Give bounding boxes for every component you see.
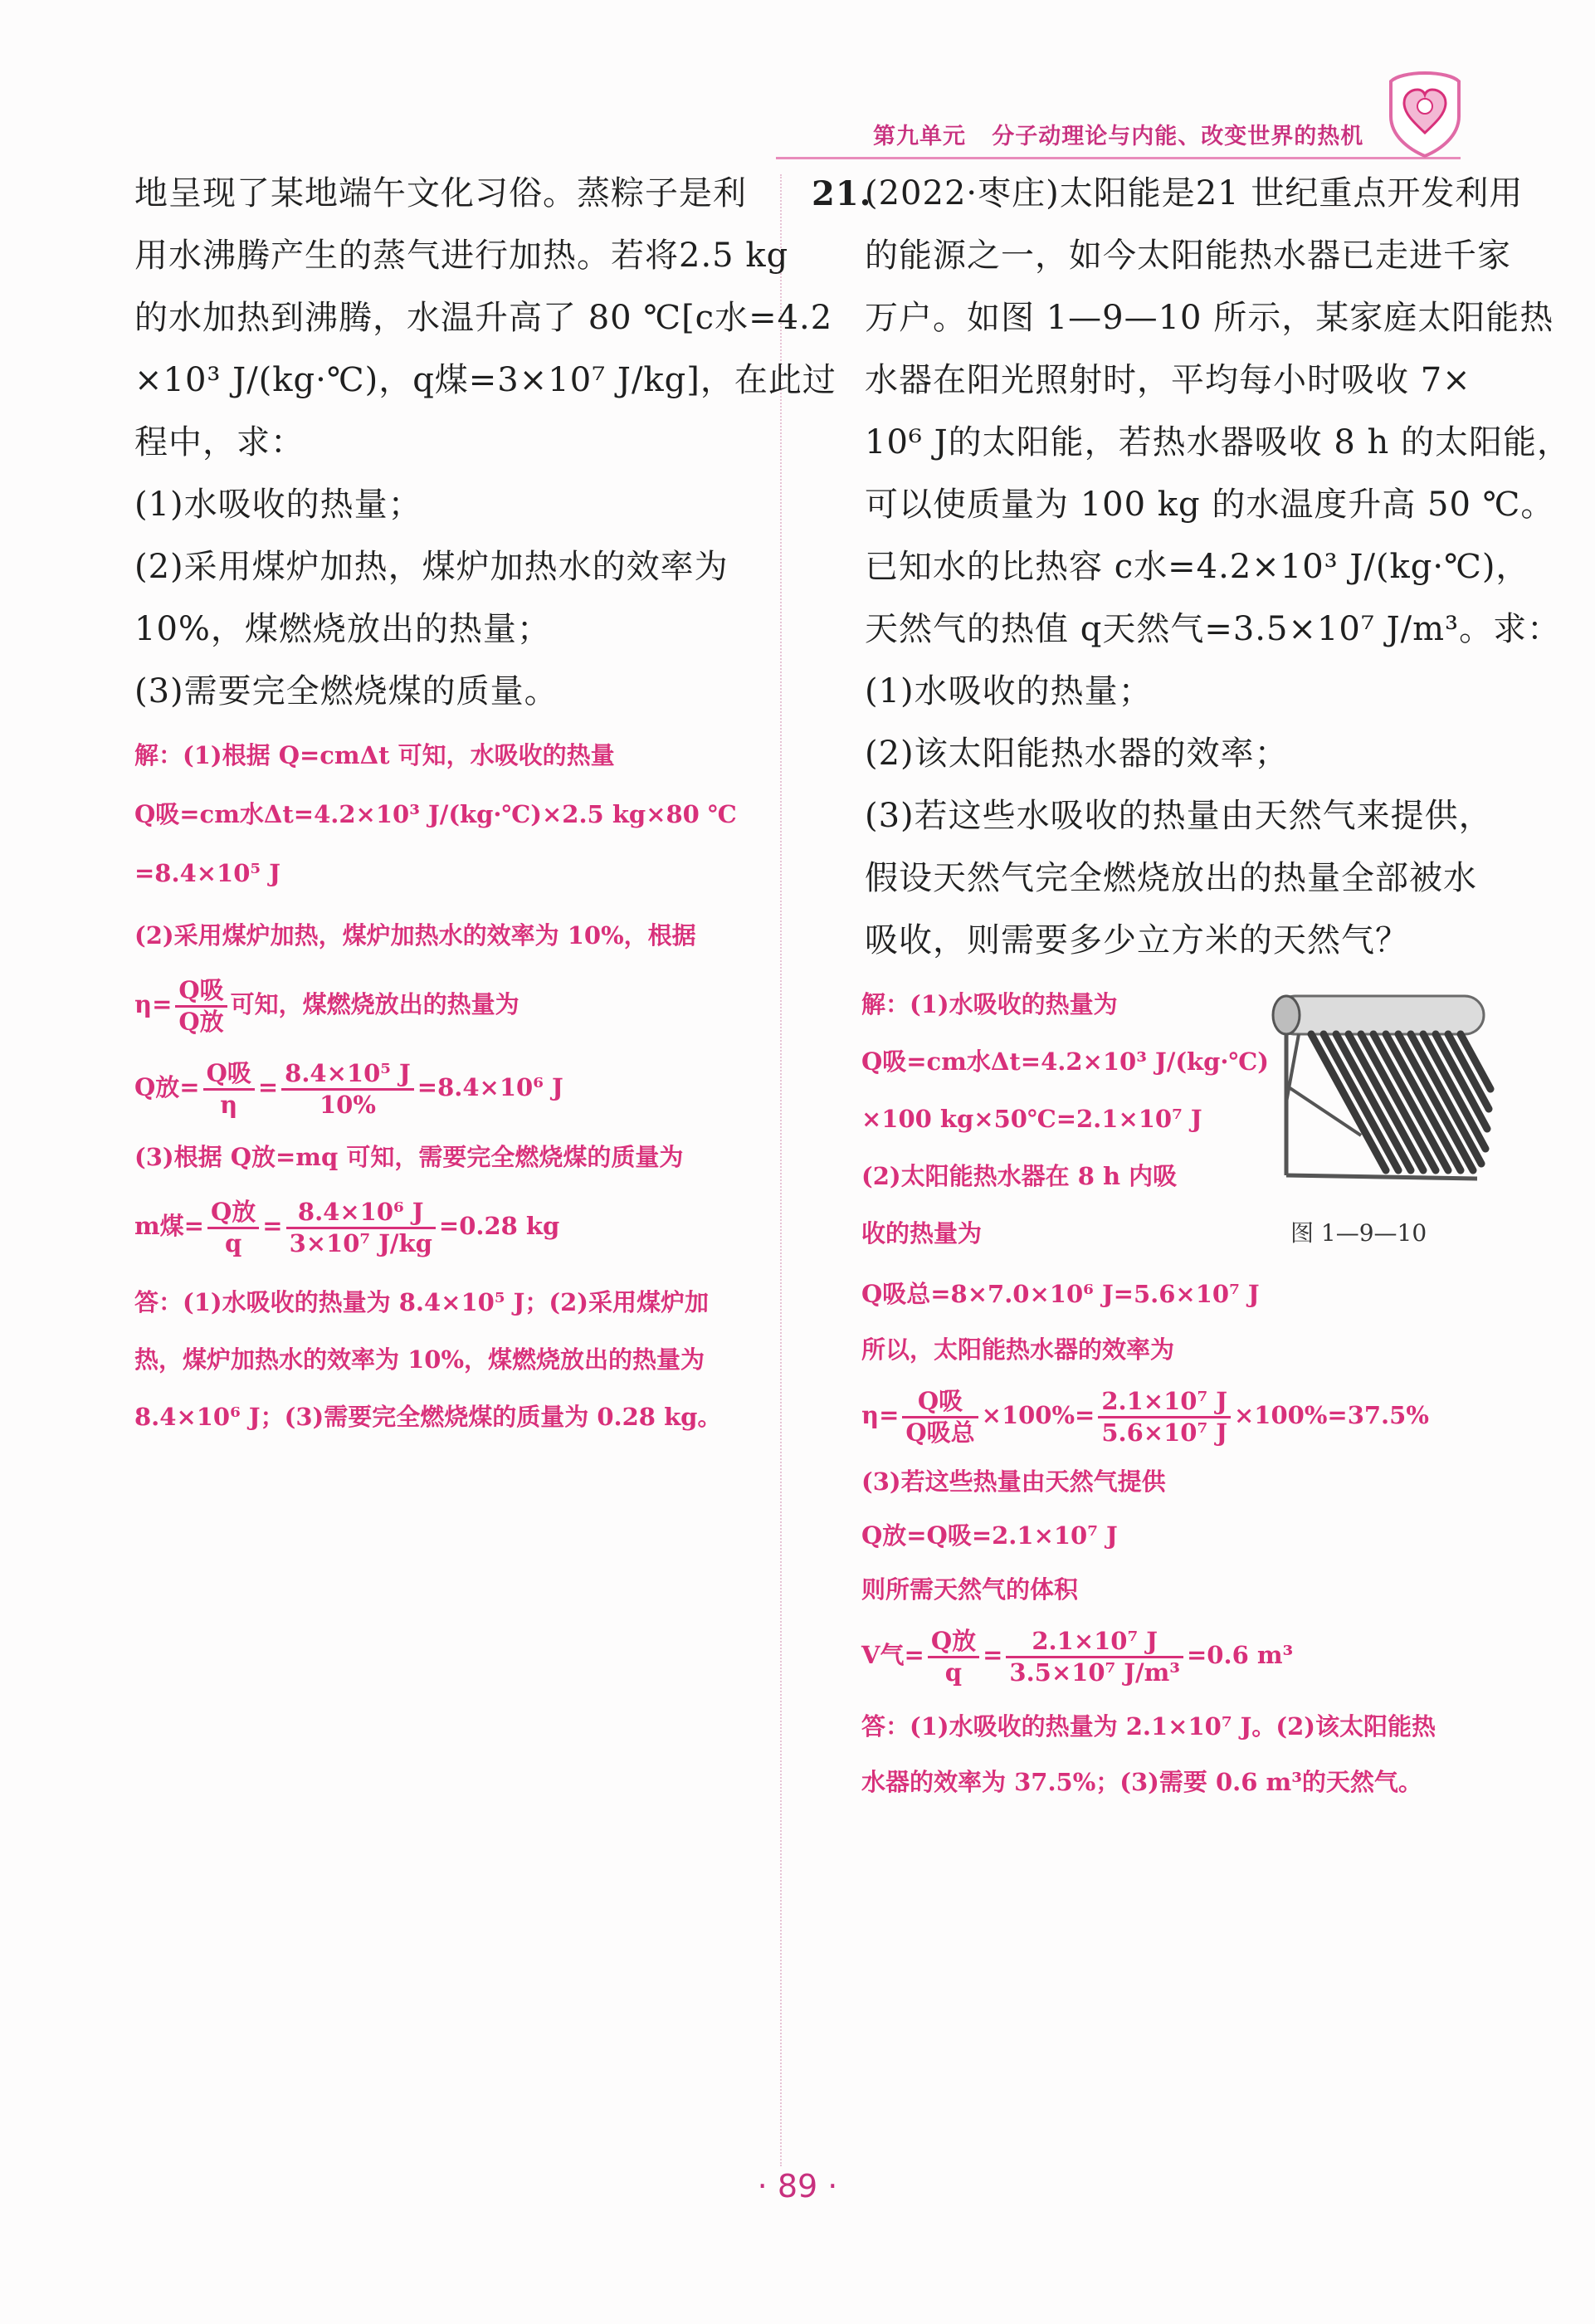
- figure-caption: 图 1—9—10: [1290, 1219, 1427, 1247]
- right-q-line: 可以使质量为 100 kg 的水温度升高 50 ℃。: [865, 486, 1555, 524]
- solution-line: (2)采用煤炉加热，煤炉加热水的效率为 10%，根据: [134, 921, 696, 950]
- left-q-line: ×10³ J/(kg·℃)，q煤=3×10⁷ J/kg]，在此过: [134, 361, 837, 399]
- solution-line: (2)太阳能热水器在 8 h 内吸: [861, 1162, 1178, 1190]
- fraction: $\frac{\text{Q吸}}{\eta}$: [203, 1061, 255, 1117]
- solution-formula: η= $\frac{\text{Q吸}}{\text{Q放}}$ 可知，煤燃烧放出的热量为: [134, 976, 519, 1036]
- solution-line: Q吸总=8×7.0×10⁶ J=5.6×10⁷ J: [861, 1280, 1260, 1308]
- page-header: [873, 118, 1363, 150]
- solution-line: ×100 kg×50℃=2.1×10⁷ J: [861, 1105, 1202, 1133]
- right-question: [812, 163, 1571, 972]
- right-q-line: (2022·枣庄)太阳能是21 世纪重点开发利用: [865, 174, 1524, 212]
- right-q-line: 水器在阳光照射时，平均每小时吸收 7×: [865, 361, 1471, 399]
- fraction: $\frac{\text{8.4×10⁵ J}}{10\%}$: [281, 1061, 414, 1117]
- heart-shield-logo-icon: [1384, 68, 1466, 159]
- answer-line: 答：(1)水吸收的热量为 2.1×10⁷ J。(2)该太阳能热: [861, 1712, 1436, 1741]
- right-q-line: 假设天然气完全燃烧放出的热量全部被水: [865, 859, 1477, 897]
- right-solution: [861, 979, 1436, 1808]
- fraction: $\frac{\text{Q放}}{q}$: [207, 1199, 259, 1256]
- right-q-line: 的能源之一，如今太阳能热水器已走进千家: [865, 237, 1511, 275]
- solution-line: 则所需天然气的体积: [861, 1575, 1079, 1604]
- solution-line: 所以，太阳能热水器的效率为: [861, 1335, 1175, 1364]
- right-q-line: 天然气的热值 q天然气=3.5×10⁷ J/m³。求：: [865, 610, 1562, 648]
- solution-formula: Q放= $\frac{\text{Q吸}}{\eta}$ = $\frac{\text{8.4×10⁵ J}}{10\%}$ =8.4×10⁶ J: [134, 1059, 563, 1119]
- left-q-line: (2)采用煤炉加热，煤炉加热水的效率为: [134, 548, 729, 586]
- left-q-line: (3)需要完全燃烧煤的质量。: [134, 672, 558, 710]
- answer-line: 8.4×10⁶ J；(3)需要完全燃烧煤的质量为 0.28 kg。: [134, 1403, 722, 1431]
- fraction: $\frac{\text{2.1×10⁷ J}}{\text{3.5×10⁷ J/m³}}$: [1006, 1628, 1183, 1685]
- solution-line: Q放=Q吸=2.1×10⁷ J: [861, 1521, 1118, 1550]
- fraction: $\frac{\text{Q放}}{q}$: [928, 1628, 979, 1685]
- left-q-line: (1)水吸收的热量；: [134, 486, 422, 524]
- answer-line: 热，煤炉加热水的效率为 10%，煤燃烧放出的热量为: [134, 1345, 705, 1374]
- left-q-line: 用水沸腾产生的蒸气进行加热。若将2.5 kg: [134, 237, 789, 275]
- right-q-line: 万户。如图 1—9—10 所示，某家庭太阳能热: [865, 299, 1554, 337]
- solution-formula: η= $\frac{\text{Q吸}}{\text{Q吸总}}$ ×100%= $\frac{\text{2.1×10⁷ J}}{\text{5.6×10⁷ J}}$ ×100%=37.5%: [861, 1387, 1429, 1447]
- fraction: $\frac{\text{Q吸}}{\text{Q放}}$: [175, 978, 227, 1034]
- solution-line: 解：(1)根据 Q=cmΔt 可知，水吸收的热量: [134, 741, 615, 769]
- left-q-line: 地呈现了某地端午文化习俗。蒸粽子是利: [134, 174, 747, 212]
- right-q-line: 10⁶ J的太阳能，若热水器吸收 8 h 的太阳能，: [865, 423, 1572, 461]
- unit-title: 分子动理论与内能、改变世界的热机: [992, 124, 1364, 149]
- right-q-line: 已知水的比热容 c水=4.2×10³ J/(kg·℃)，: [865, 548, 1530, 586]
- solution-line: Q吸=cm水Δt=4.2×10³ J/(kg·℃): [861, 1047, 1269, 1076]
- question-number: 21.: [812, 174, 872, 213]
- solution-line: (3)根据 Q放=mq 可知，需要完全燃烧煤的质量为: [134, 1143, 684, 1171]
- left-q-line: 程中，求：: [134, 423, 305, 461]
- page-number: · 89 ·: [757, 2168, 838, 2204]
- solution-line: 收的热量为: [861, 1219, 983, 1247]
- answer-line: 答：(1)水吸收的热量为 8.4×10⁵ J；(2)采用煤炉加: [134, 1288, 709, 1316]
- answer-line: 水器的效率为 37.5%；(3)需要 0.6 m³的天然气。: [861, 1768, 1422, 1796]
- left-q-line: 10%，煤燃烧放出的热量；: [134, 610, 551, 648]
- solution-line: Q吸=cm水Δt=4.2×10³ J/(kg·℃)×2.5 kg×80 ℃: [134, 800, 737, 828]
- right-q-line: (3)若这些水吸收的热量由天然气来提供，: [865, 797, 1493, 835]
- fraction: $\frac{\text{8.4×10⁶ J}}{\text{3×10⁷ J/kg}}$: [286, 1199, 436, 1256]
- unit-label: 第九单元: [873, 124, 966, 149]
- solution-formula: m煤= $\frac{\text{Q放}}{q}$ = $\frac{\text{8.4×10⁶ J}}{\text{3×10⁷ J/kg}}$ =0.28 kg: [134, 1198, 560, 1257]
- solution-formula: V气= $\frac{\text{Q放}}{q}$ = $\frac{\text{2.1×10⁷ J}}{\text{3.5×10⁷ J/m³}}$ =0.6 m³: [861, 1627, 1294, 1687]
- left-solution: [134, 730, 737, 1443]
- solution-line: 解：(1)水吸收的热量为: [861, 990, 1118, 1018]
- right-q-line: (1)水吸收的热量；: [865, 672, 1153, 710]
- header-rule: [776, 157, 1461, 159]
- right-q-line: (2)该太阳能热水器的效率；: [865, 735, 1289, 773]
- right-q-line: 吸收，则需要多少立方米的天然气？: [865, 921, 1409, 959]
- solution-line: =8.4×10⁵ J: [134, 859, 280, 887]
- left-q-line: 的水加热到沸腾，水温升高了 80 ℃[c水=4.2: [134, 299, 833, 337]
- fraction: $\frac{\text{2.1×10⁷ J}}{\text{5.6×10⁷ J}}$: [1098, 1389, 1231, 1445]
- fraction: $\frac{\text{Q吸}}{\text{Q吸总}}$: [902, 1389, 978, 1445]
- left-question: [134, 163, 837, 723]
- solution-line: (3)若这些热量由天然气提供: [861, 1467, 1166, 1496]
